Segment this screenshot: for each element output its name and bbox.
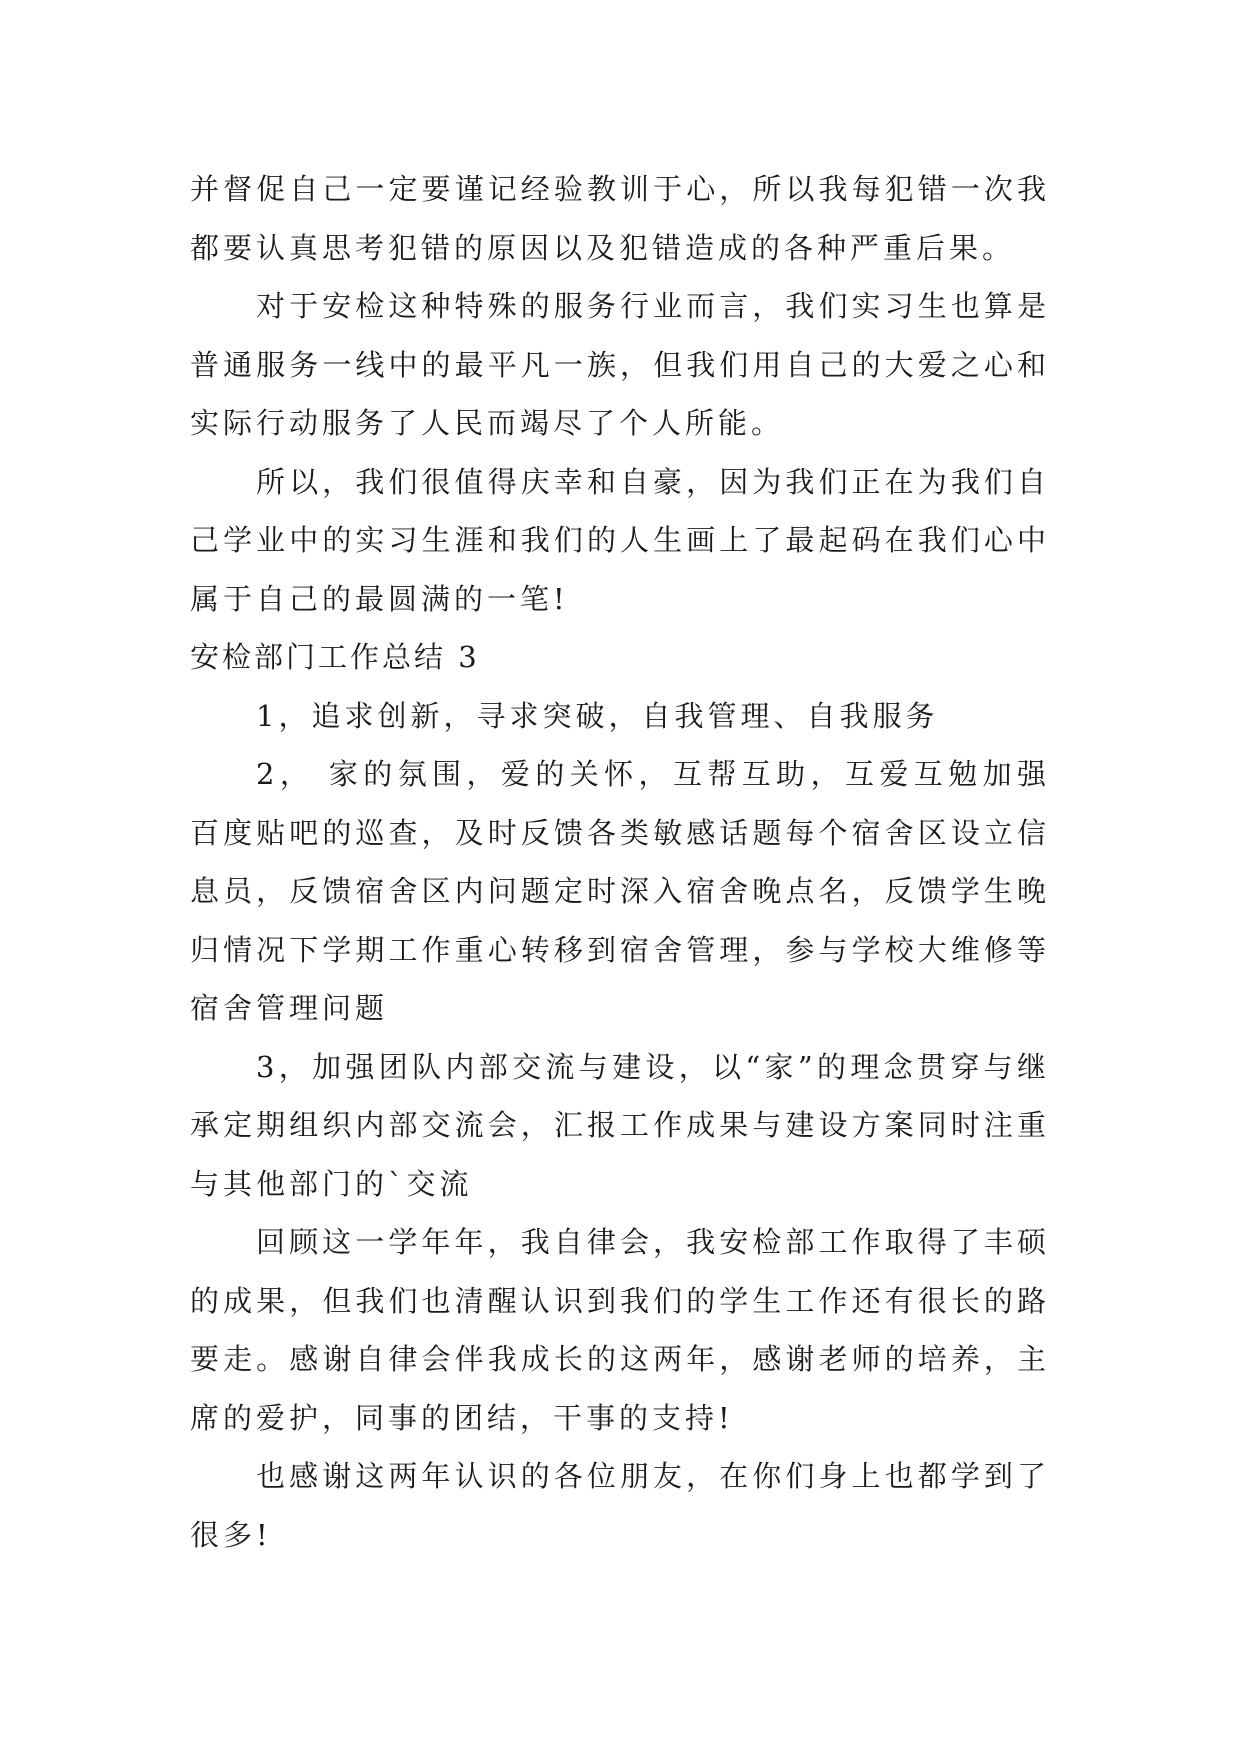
list-item: 3，加强团队内部交流与建设，以“家”的理念贯穿与继承定期组织内部交流会，汇报工作成果与建设方案同时注重与其他部门的`交流 — [190, 1049, 1050, 1201]
paragraph: 回顾这一学年年，我自律会，我安检部工作取得了丰硕的成果，但我们也清醒认识到我们的学生工作还有很长的路要走。感谢自律会伴我成长的这两年，感谢老师的培养，主席的爱护，同事的团结，干事的支持! — [190, 1225, 1050, 1435]
paragraph: 所以，我们很值得庆幸和自豪，因为我们正在为我们自己学业中的实习生涯和我们的人生画上了最起码在我们心中属于自己的最圆满的一笔! — [190, 464, 1050, 616]
list-item: 2， 家的氛围，爱的关怀，互帮互助，互爱互勉加强百度贴吧的巡查，及时反馈各类敏感话题每个宿舍区设立信息员，反馈宿舍区内问题定时深入宿舍晚点名，反馈学生晚归情况下学期工作重心转移到宿舍管理，参与学校大维修等宿舍管理问题 — [190, 757, 1050, 1025]
section-heading: 安检部门工作总结 3 — [190, 640, 480, 674]
document-body — [190, 160, 1050, 1564]
list-item: 1，追求创新，寻求突破，自我管理、自我服务 — [256, 698, 939, 733]
paragraph: 并督促自己一定要谨记经验教训于心，所以我每犯错一次我都要认真思考犯错的原因以及犯错造成的各种严重后果。 — [190, 172, 1050, 265]
paragraph: 也感谢这两年认识的各位朋友，在你们身上也都学到了很多! — [190, 1459, 1050, 1552]
paragraph: 对于安检这种特殊的服务行业而言，我们实习生也算是普通服务一线中的最平凡一族，但我们用自己的大爱之心和实际行动服务了人民而竭尽了个人所能。 — [190, 289, 1050, 440]
